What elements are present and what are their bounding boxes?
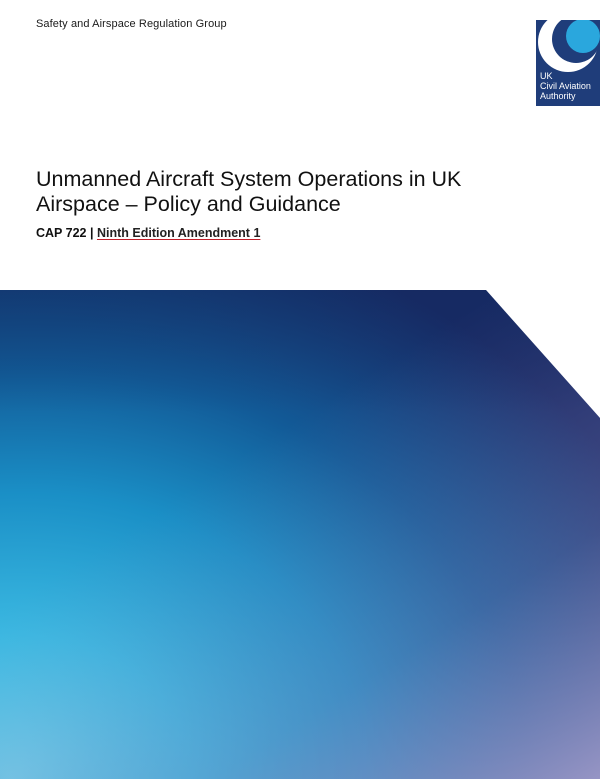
cover-gradient-art	[0, 290, 600, 779]
document-title: Unmanned Aircraft System Operations in UK Airspace – Policy and Guidance	[36, 167, 462, 216]
logo-line-3: Authority	[540, 91, 576, 101]
cap-number: CAP 722	[36, 226, 87, 240]
logo-text	[540, 71, 591, 101]
caa-logo	[536, 20, 600, 106]
gradient-panel-shade	[0, 290, 600, 779]
logo-line-1: UK	[540, 71, 553, 81]
logo-line-2: Civil Aviation	[540, 81, 591, 91]
group-name: Safety and Airspace Regulation Group	[36, 18, 227, 30]
document-subtitle	[36, 226, 260, 240]
edition-label: Ninth Edition Amendment 1	[96, 226, 261, 240]
separator: |	[89, 226, 94, 240]
